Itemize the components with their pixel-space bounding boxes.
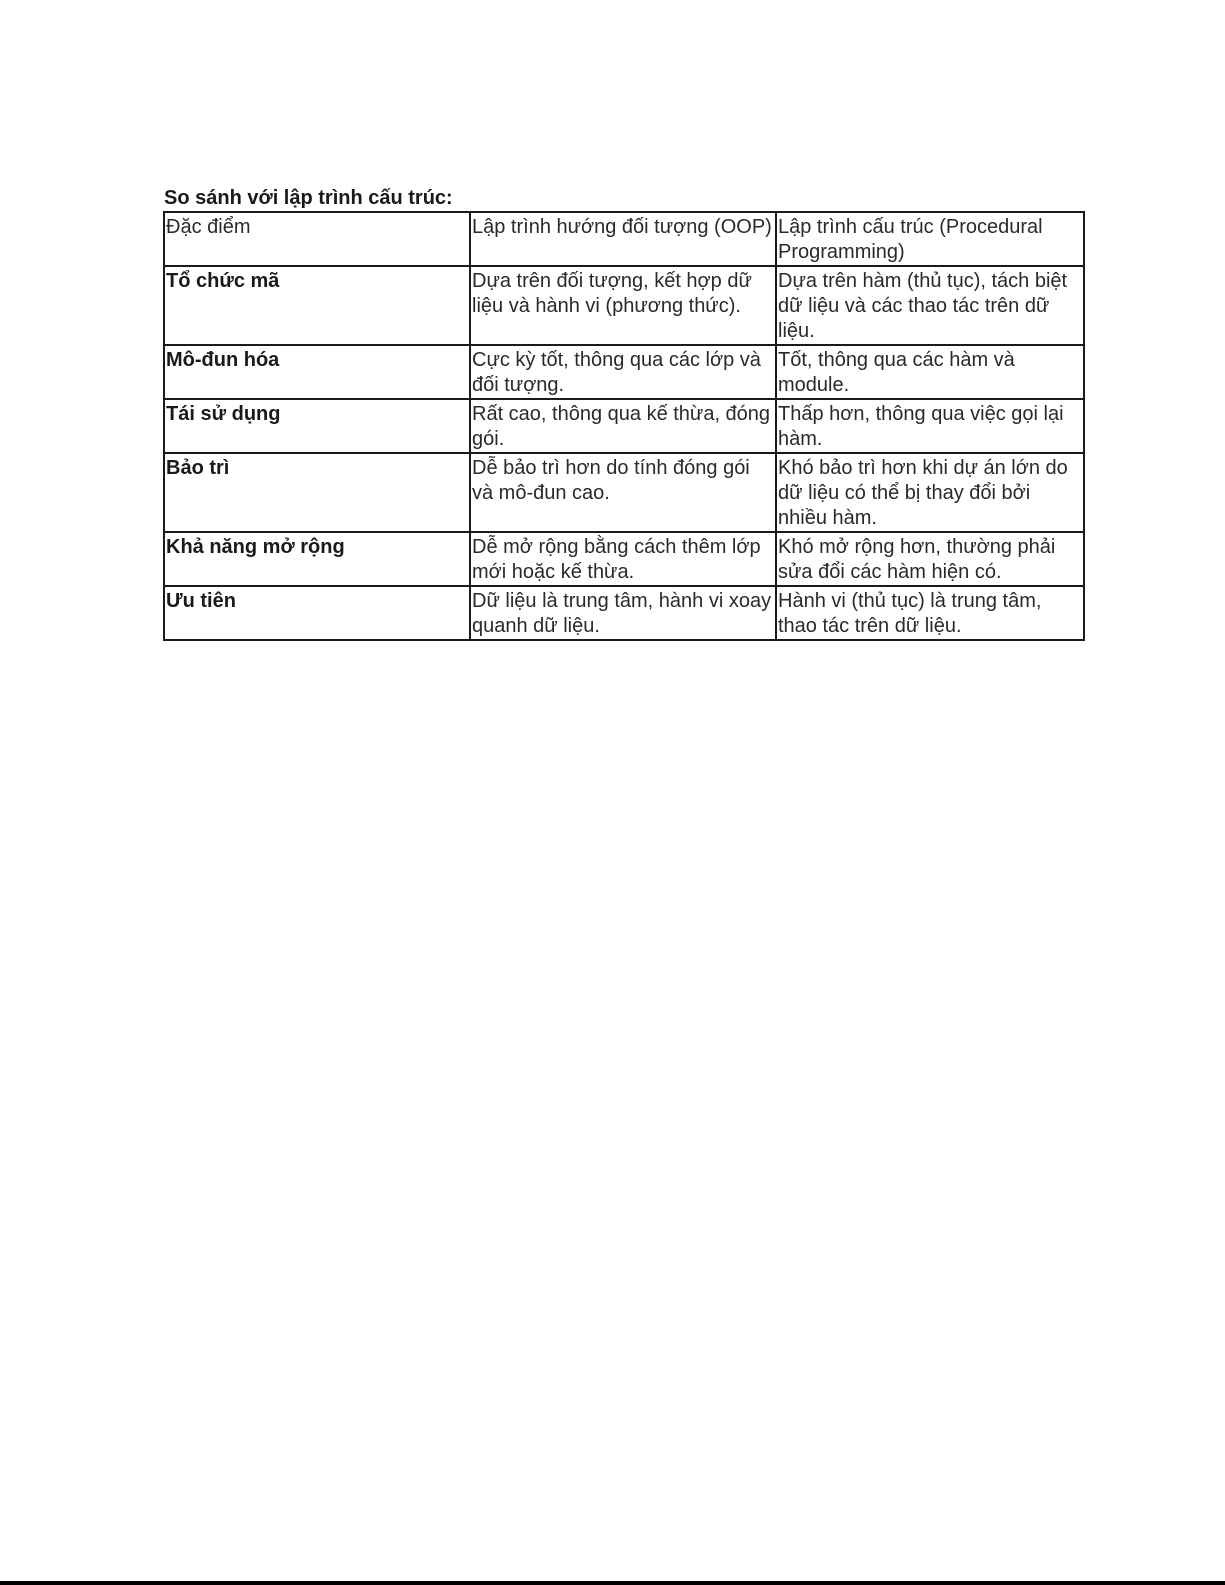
procedural-cell: Tốt, thông qua các hàm và module. <box>776 345 1084 399</box>
procedural-cell: Hành vi (thủ tục) là trung tâm, thao tác trên dữ liệu. <box>776 586 1084 640</box>
procedural-cell: Khó bảo trì hơn khi dự án lớn do dữ liệu có thể bị thay đổi bởi nhiều hàm. <box>776 453 1084 532</box>
table-row <box>164 266 1084 345</box>
section-heading: So sánh với lập trình cấu trúc: <box>164 187 453 209</box>
procedural-cell: Thấp hơn, thông qua việc gọi lại hàm. <box>776 399 1084 453</box>
feature-cell: Khả năng mở rộng <box>164 532 470 586</box>
table-row <box>164 399 1084 453</box>
comparison-table <box>163 211 1085 641</box>
feature-cell: Tổ chức mã <box>164 266 470 345</box>
procedural-cell: Khó mở rộng hơn, thường phải sửa đổi các hàm hiện có. <box>776 532 1084 586</box>
oop-cell: Dữ liệu là trung tâm, hành vi xoay quanh dữ liệu. <box>470 586 776 640</box>
feature-cell: Bảo trì <box>164 453 470 532</box>
table-header-row <box>164 212 1084 266</box>
table-row <box>164 453 1084 532</box>
header-cell-feature: Đặc điểm <box>164 212 470 266</box>
oop-cell: Dựa trên đối tượng, kết hợp dữ liệu và hành vi (phương thức). <box>470 266 776 345</box>
procedural-cell: Dựa trên hàm (thủ tục), tách biệt dữ liệu và các thao tác trên dữ liệu. <box>776 266 1084 345</box>
header-cell-procedural: Lập trình cấu trúc (Procedural Programming) <box>776 212 1084 266</box>
table-row <box>164 345 1084 399</box>
oop-cell: Dễ bảo trì hơn do tính đóng gói và mô-đun cao. <box>470 453 776 532</box>
oop-cell: Rất cao, thông qua kế thừa, đóng gói. <box>470 399 776 453</box>
feature-cell: Mô-đun hóa <box>164 345 470 399</box>
oop-cell: Dễ mở rộng bằng cách thêm lớp mới hoặc kế thừa. <box>470 532 776 586</box>
page-bottom-edge <box>0 1581 1225 1585</box>
feature-cell: Ưu tiên <box>164 586 470 640</box>
table-row <box>164 586 1084 640</box>
header-cell-oop: Lập trình hướng đối tượng (OOP) <box>470 212 776 266</box>
table-row <box>164 532 1084 586</box>
oop-cell: Cực kỳ tốt, thông qua các lớp và đối tượng. <box>470 345 776 399</box>
feature-cell: Tái sử dụng <box>164 399 470 453</box>
